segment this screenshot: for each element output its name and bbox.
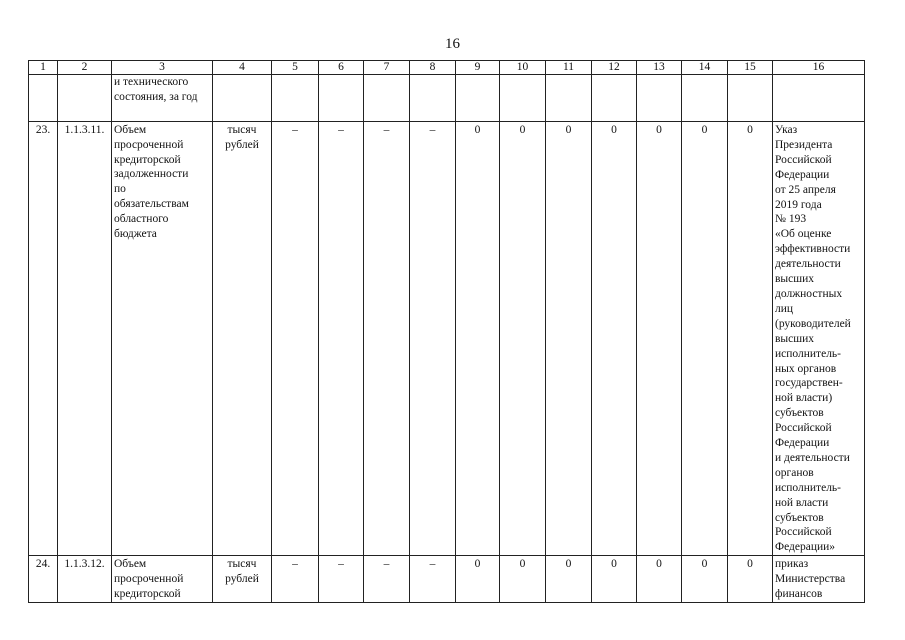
cell-value: [546, 75, 592, 122]
column-header: 5: [272, 61, 319, 75]
cell-value: 0: [637, 122, 682, 556]
cell-value: –: [364, 122, 410, 556]
cell-unit: тысяч рублей: [213, 122, 272, 556]
cell-value: 0: [456, 556, 500, 603]
cell-value: 0: [500, 556, 546, 603]
page-number: 16: [445, 36, 460, 52]
cell-value: 0: [546, 556, 592, 603]
cell-value: –: [272, 122, 319, 556]
column-header: 8: [410, 61, 456, 75]
column-header: 11: [546, 61, 592, 75]
cell-unit: [213, 75, 272, 122]
cell-value: –: [272, 556, 319, 603]
cell-value: 0: [592, 556, 637, 603]
cell-value: [272, 75, 319, 122]
cell-indicator: Объем просроченной кредиторской: [112, 556, 213, 603]
cell-value: 0: [637, 556, 682, 603]
cell-value: [728, 75, 773, 122]
cell-number: 24.: [29, 556, 58, 603]
column-header: 14: [682, 61, 728, 75]
cell-value: –: [410, 122, 456, 556]
cell-indicator: Объем просроченной кредиторской задолженности по обязательствам областного бюджета: [112, 122, 213, 556]
cell-value: [682, 75, 728, 122]
cell-value: 0: [592, 122, 637, 556]
column-header: 12: [592, 61, 637, 75]
cell-code: 1.1.3.11.: [58, 122, 112, 556]
cell-value: –: [364, 556, 410, 603]
column-header: 4: [213, 61, 272, 75]
cell-value: [364, 75, 410, 122]
cell-value: [637, 75, 682, 122]
column-header: 1: [29, 61, 58, 75]
table-row: [29, 122, 865, 556]
cell-value: 0: [456, 122, 500, 556]
cell-value: [592, 75, 637, 122]
cell-value: –: [410, 556, 456, 603]
table-row: [29, 556, 865, 603]
column-header: 3: [112, 61, 213, 75]
cell-value: 0: [728, 122, 773, 556]
cell-value: 0: [682, 122, 728, 556]
header-row: [29, 61, 865, 75]
cell-value: 0: [500, 122, 546, 556]
cell-number: 23.: [29, 122, 58, 556]
column-header: 13: [637, 61, 682, 75]
cell-value: [456, 75, 500, 122]
cell-value: –: [319, 556, 364, 603]
cell-value: 0: [728, 556, 773, 603]
cell-source: Указ Президента Российской Федерации от 25 апреля 2019 года № 193 «Об оценке эффективности деятельности высших должностных лиц (руководителей высших исполнитель- ных органов государствен- ной власти) субъектов Российской Федерации и деятельности органов исполнитель- ной власти субъектов Российской Федерации»: [773, 122, 865, 556]
column-header: 6: [319, 61, 364, 75]
cell-value: 0: [682, 556, 728, 603]
column-header: 15: [728, 61, 773, 75]
cell-code: [58, 75, 112, 122]
cell-source: [773, 75, 865, 122]
table-row: [29, 75, 865, 122]
cell-value: [410, 75, 456, 122]
cell-value: [500, 75, 546, 122]
indicators-table: [28, 60, 865, 603]
cell-source: приказ Министерства финансов: [773, 556, 865, 603]
cell-value: [319, 75, 364, 122]
cell-indicator: и технического состояния, за год: [112, 75, 213, 122]
column-header: 16: [773, 61, 865, 75]
cell-code: 1.1.3.12.: [58, 556, 112, 603]
column-header: 2: [58, 61, 112, 75]
cell-number: [29, 75, 58, 122]
cell-value: –: [319, 122, 364, 556]
column-header: 7: [364, 61, 410, 75]
column-header: 10: [500, 61, 546, 75]
column-header: 9: [456, 61, 500, 75]
cell-value: 0: [546, 122, 592, 556]
cell-unit: тысяч рублей: [213, 556, 272, 603]
